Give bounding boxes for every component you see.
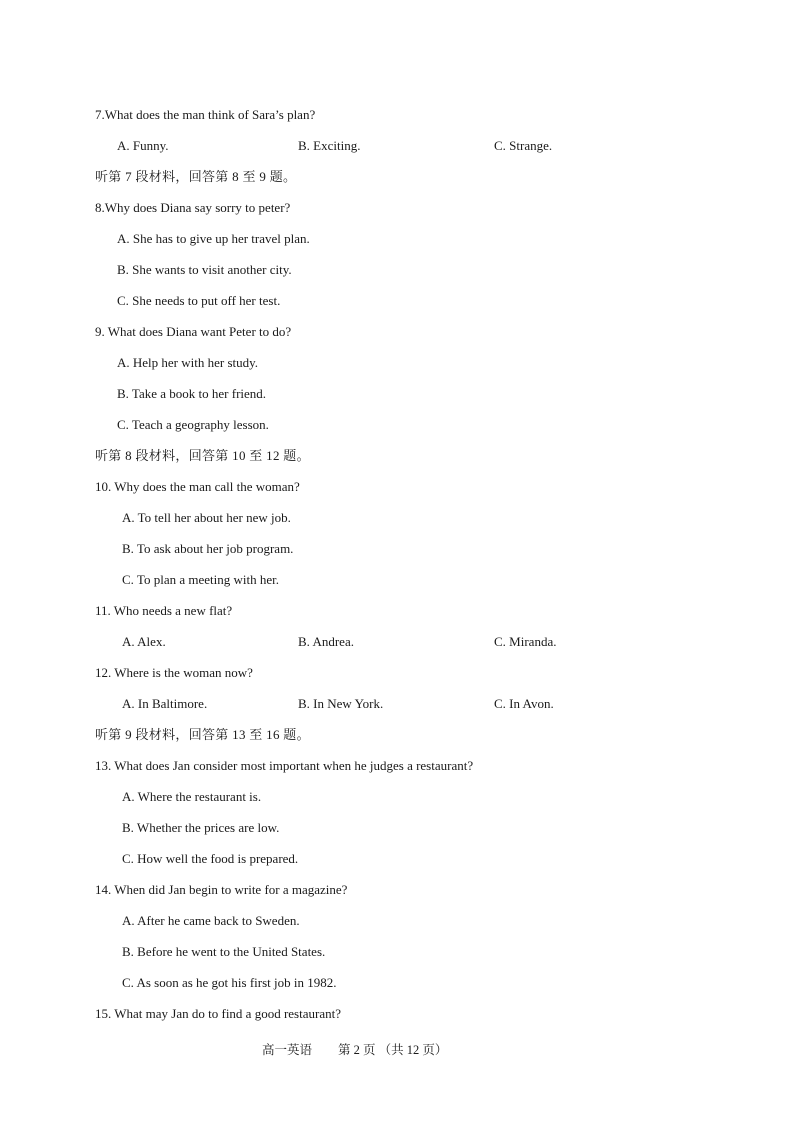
q14-option-b: B. Before he went to the United States. bbox=[122, 944, 326, 959]
q14-option-c: C. As soon as he got his first job in 1982. bbox=[122, 975, 337, 990]
question-10-stem: 10. Why does the man call the woman? bbox=[95, 479, 300, 494]
question-13-stem: 13. What does Jan consider most important when he judges a restaurant? bbox=[95, 758, 474, 773]
footer-subject: 高一英语 bbox=[262, 1043, 313, 1057]
question-7-stem: 7.What does the man think of Sara’s plan? bbox=[95, 107, 316, 122]
q12-option-a: A. In Baltimore. bbox=[122, 696, 208, 711]
section-8-instruction: 听第 8 段材料，回答第 10 至 12 题。 bbox=[95, 448, 310, 463]
q14-option-a: A. After he came back to Sweden. bbox=[122, 913, 300, 928]
question-11-stem: 11. Who needs a new flat? bbox=[95, 603, 233, 618]
q8-option-a: A. She has to give up her travel plan. bbox=[117, 231, 310, 246]
q8-option-b: B. She wants to visit another city. bbox=[117, 262, 292, 277]
q7-option-a: A. Funny. bbox=[117, 138, 169, 153]
section-9-instruction: 听第 9 段材料，回答第 13 至 16 题。 bbox=[95, 727, 310, 742]
q11-option-c: C. Miranda. bbox=[494, 634, 557, 649]
q7-option-c: C. Strange. bbox=[494, 138, 553, 153]
q10-option-b: B. To ask about her job program. bbox=[122, 541, 294, 556]
section-7-instruction: 听第 7 段材料，回答第 8 至 9 题。 bbox=[95, 169, 297, 184]
q13-option-a: A. Where the restaurant is. bbox=[122, 789, 262, 804]
question-12-stem: 12. Where is the woman now? bbox=[95, 665, 253, 680]
page-footer bbox=[262, 1042, 447, 1058]
question-14-stem: 14. When did Jan begin to write for a magazine? bbox=[95, 882, 348, 897]
q9-option-a: A. Help her with her study. bbox=[117, 355, 259, 370]
q8-option-c: C. She needs to put off her test. bbox=[117, 293, 281, 308]
q9-option-c: C. Teach a geography lesson. bbox=[117, 417, 269, 432]
q12-option-b: B. In New York. bbox=[298, 696, 384, 711]
q11-option-a: A. Alex. bbox=[122, 634, 166, 649]
q11-option-b: B. Andrea. bbox=[298, 634, 354, 649]
q7-option-b: B. Exciting. bbox=[298, 138, 361, 153]
footer-page-number: 第 2 页 （共 12 页） bbox=[338, 1043, 448, 1057]
question-8-stem: 8.Why does Diana say sorry to peter? bbox=[95, 200, 291, 215]
q10-option-a: A. To tell her about her new job. bbox=[122, 510, 291, 525]
q9-option-b: B. Take a book to her friend. bbox=[117, 386, 267, 401]
question-9-stem: 9. What does Diana want Peter to do? bbox=[95, 324, 292, 339]
q13-option-b: B. Whether the prices are low. bbox=[122, 820, 280, 835]
q13-option-c: C. How well the food is prepared. bbox=[122, 851, 299, 866]
q12-option-c: C. In Avon. bbox=[494, 696, 554, 711]
question-15-stem: 15. What may Jan do to find a good restaurant? bbox=[95, 1006, 341, 1021]
q10-option-c: C. To plan a meeting with her. bbox=[122, 572, 279, 587]
